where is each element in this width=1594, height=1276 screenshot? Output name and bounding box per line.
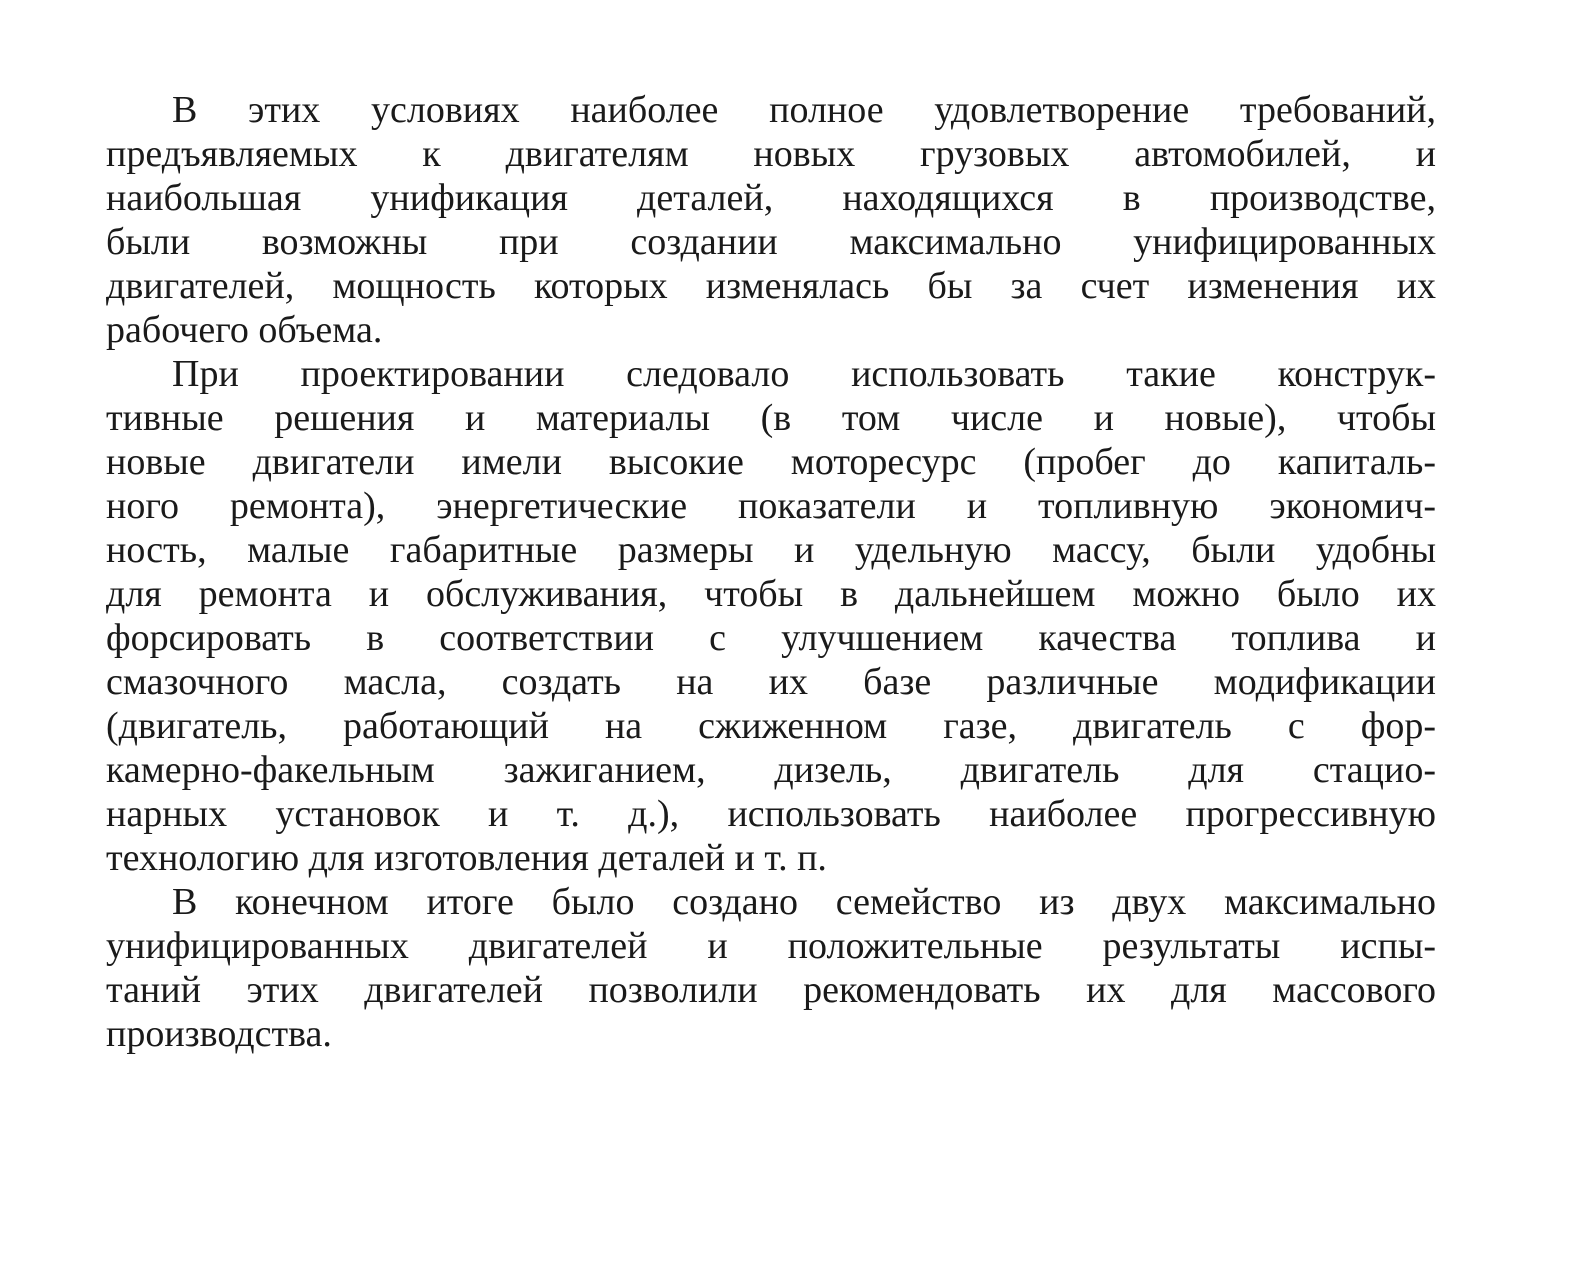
text-line: производства. <box>106 1013 332 1055</box>
text-line: наибольшая унификация деталей, находящихся в производстве, <box>106 177 1436 219</box>
text-line: нарных установок и т. д.), использовать наиболее прогрессивную <box>106 793 1436 835</box>
text-line: технологию для изготовления деталей и т. п. <box>106 837 827 879</box>
text-line: В этих условиях наиболее полное удовлетворение требований, <box>172 89 1436 131</box>
paragraph-3 <box>106 880 1436 1056</box>
text-line: смазочного масла, создать на их базе различные модификации <box>106 661 1436 703</box>
text-line: унифицированных двигателей и положительные результаты испы- <box>106 925 1436 967</box>
text-line: камерно-факельным зажиганием, дизель, двигатель для стацио- <box>106 749 1436 791</box>
text-line: новые двигатели имели высокие моторесурс (пробег до капиталь- <box>106 441 1436 483</box>
text-line: форсировать в соответствии с улучшением качества топлива и <box>106 617 1436 659</box>
text-line: таний этих двигателей позволили рекомендовать их для массового <box>106 969 1436 1011</box>
text-line: При проектировании следовало использовать такие конструк- <box>172 353 1436 395</box>
text-line: (двигатель, работающий на сжиженном газе, двигатель с фор- <box>106 705 1436 747</box>
text-line: тивные решения и материалы (в том числе и новые), чтобы <box>106 397 1436 439</box>
text-line: были возможны при создании максимально унифицированных <box>106 221 1436 263</box>
text-line: ность, малые габаритные размеры и удельную массу, были удобны <box>106 529 1436 571</box>
text-line: ного ремонта), энергетические показатели и топливную экономич- <box>106 485 1436 527</box>
text-line: двигателей, мощность которых изменялась бы за счет изменения их <box>106 265 1436 307</box>
text-line: В конечном итоге было создано семейство из двух максимально <box>172 881 1436 923</box>
text-line: для ремонта и обслуживания, чтобы в дальнейшем можно было их <box>106 573 1436 615</box>
text-line: предъявляемых к двигателям новых грузовых автомобилей, и <box>106 133 1436 175</box>
body-text <box>106 88 1436 1056</box>
text-line: рабочего объема. <box>106 309 383 351</box>
paragraph-2 <box>106 352 1436 880</box>
paragraph-1 <box>106 88 1436 352</box>
